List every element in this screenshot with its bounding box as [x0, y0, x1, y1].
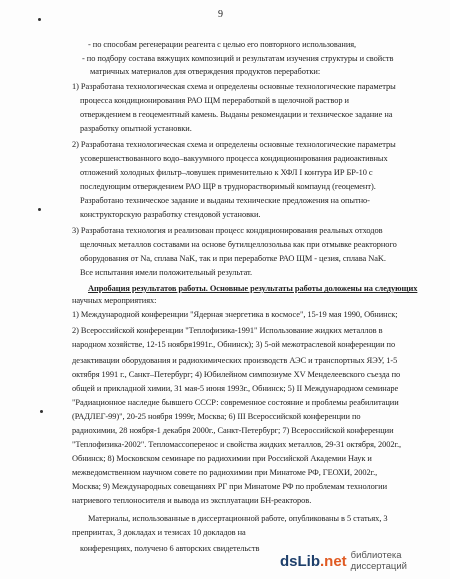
margin-dot	[38, 208, 41, 211]
text-line: "Радиационное наследие бывшего СССР: современное состояние и проблемы реабилитации	[72, 398, 399, 407]
text-line: 2) Всероссийской конференции "Теплофизика-1991" Использование жидких металлов в	[72, 326, 383, 335]
text-line: - по способам регенерации реагента с целью его повторного использования,	[88, 40, 357, 49]
text-line: матричных материалов для отверждения продуктов переработки:	[90, 67, 321, 76]
text-line: научных мероприятиях:	[72, 296, 157, 305]
text-line: Материалы, использованные в диссертационной работе, опубликованы в 5 статьях, 3	[88, 514, 388, 523]
text-line: последующим отверждением РАО ЩР в труднорастворимый компаунд (геоцемент).	[80, 182, 376, 191]
dslib-watermark	[280, 549, 440, 573]
text-line: конструкторскую разработку стендовой установки.	[80, 210, 261, 219]
text-line: разработку опытной установки.	[80, 124, 192, 133]
text-line: щелочных металлов составами на основе бутилцеллозольва как при отмывке реакторного	[80, 240, 397, 249]
text-line: 1) Международной конференции "Ядерная энергетика в космосе", 15-19 мая 1990, Обнинск;	[72, 310, 398, 319]
margin-dot	[40, 410, 43, 413]
text-line: "Теплофизика-2002". Тепломассоперенос и свойства жидких металлов, 29-31 октября, 2002г.,	[72, 440, 402, 449]
text-line: межведомственном научном совете по радиохимии при Минатоме РФ, ГЕОХИ, 2002г.,	[72, 468, 378, 477]
text-line: 3) Разработана технология и реализован процесс кондиционирования реальных отходов	[72, 226, 383, 235]
text-line: Все испытания имели положительный результат.	[80, 268, 253, 277]
watermark-caption: библиотека диссертаций	[350, 550, 407, 572]
text-line: (РАДЛЕГ-99)", 20-25 ноября 1999г, Москва; 6) III Всероссийской конференции по	[72, 412, 361, 421]
dslib-logo: dsLib.net	[280, 552, 347, 570]
margin-dot	[38, 18, 41, 21]
text-line: Разработано техническое задание и выданы технические предложения на опытно-	[80, 196, 370, 205]
text-line: натриевого теплоносителя и вывода из эксплуатации БН-реакторов.	[72, 496, 312, 505]
text-line: Москва; 9) Международных совещаниях РГ при Минатоме РФ по проблемам технологии	[72, 482, 387, 491]
page-number: 9	[218, 9, 223, 20]
text-line: отложений холодных фильтр–ловушек применительно к ХФЛ I контура ИР БР-10 с	[80, 168, 373, 177]
text-line: препринтах, 3 докладах и тезисах 10 докладов на	[72, 528, 246, 537]
text-line: - по подбору состава вяжущих композиций и результатам изучения структуры и свойств	[82, 54, 394, 63]
text-line: октября 1991 г., Санкт–Петербург; 4) Юбилейном симпозиуме XV Менделеевского съезда по	[72, 370, 401, 379]
section-heading-line	[88, 284, 417, 294]
text-line: 2) Разработана технологическая схема и определены основные технологические параметры	[72, 140, 396, 149]
text-line: радиохимии, 28 ноября-1 декабря 2000г., Санкт-Петербург; 7) Всероссийской конференции	[72, 426, 394, 435]
text-line: народном хозяйстве, 12-15 ноября1991г., Обнинск); 3) 5-ой межотраслевой конференции по	[72, 340, 396, 349]
text-line: дезактивации оборудования и радиохимических производств АЭС и транспортных ЯЭУ, 1-5	[72, 356, 398, 365]
text-line: отверждением в геоцементный камень. Выданы рекомендации и техническое задание на	[80, 110, 393, 119]
text-line: процесса кондиционирования РАО ЩМ переработкой в щелочной раствор и	[80, 96, 349, 105]
section-heading: Апробация результатов работы. Основные результаты работы доложены на следующих	[88, 284, 418, 293]
text-line: 1) Разработана технологическая схема и определены основные технологические параметры	[72, 82, 396, 91]
text-line: общей и прикладной химии, 31 мая-5 июня 1993г., Обнинск; 5) II Международном семинаре	[72, 384, 399, 393]
text-line: конференциях, получено 6 авторских свидетельств	[80, 544, 260, 553]
text-line: оборудования от Na, сплава NaK, так и при переработке РАО ЩМ - цезия, сплава NaK.	[80, 254, 386, 263]
text-line: Обнинск; 8) Московском семинаре по радиохимии при Российской Академии Наук и	[72, 454, 372, 463]
text-line: усовершенствованного водо–вакуумного процесса кондиционирования радиоактивных	[80, 154, 388, 163]
